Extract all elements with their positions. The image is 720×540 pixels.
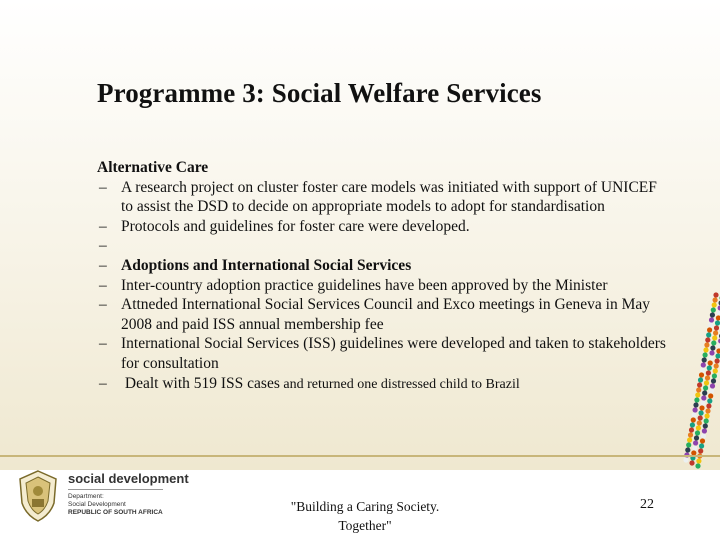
bead [708, 360, 713, 365]
bead [702, 357, 707, 362]
logo-line-department: Department: [68, 493, 104, 500]
bead [703, 385, 708, 390]
bead [708, 322, 713, 327]
bullet-item [97, 236, 672, 256]
bead [700, 400, 705, 405]
bead [695, 463, 700, 468]
bead [698, 448, 703, 453]
bead [710, 383, 715, 388]
bullet-text-tail: and returned one distressed child to Brazil [279, 376, 520, 392]
bead [704, 418, 709, 423]
bead [710, 345, 715, 350]
bead [708, 393, 713, 398]
bullet-item [97, 217, 672, 237]
bead [696, 458, 701, 463]
bullet-text: Inter-country adoption practice guidelines have been approved by the Minister [121, 276, 608, 294]
bullet-dash: – [99, 256, 107, 274]
bead [699, 372, 704, 377]
department-logo [8, 467, 208, 527]
bead [709, 388, 714, 393]
bead [716, 315, 720, 320]
bullet-item [97, 334, 672, 373]
bead [685, 447, 690, 452]
bead [713, 297, 718, 302]
bullet-dash: – [99, 178, 107, 196]
bead [699, 443, 704, 448]
bullet-text: Protocols and guidelines for foster care were developed. [121, 217, 470, 235]
page-number: 22 [640, 497, 654, 512]
bead [697, 382, 702, 387]
bullet-item [97, 256, 672, 276]
bead [703, 352, 708, 357]
bead [705, 337, 710, 342]
bead [713, 368, 718, 373]
bead [698, 377, 703, 382]
bead [700, 438, 705, 443]
bead [703, 423, 708, 428]
bead [695, 392, 700, 397]
bullet-item [97, 276, 672, 296]
bullet-list [97, 178, 672, 395]
bead [713, 330, 718, 335]
bead [704, 342, 709, 347]
bead [713, 292, 718, 297]
coat-of-arms-icon [16, 469, 60, 523]
bead [714, 363, 719, 368]
beadwork-decoration-icon [680, 290, 720, 470]
bullet-text: International Social Services (ISS) guidelines were developed and taken to stakeholders for consultation [121, 335, 666, 372]
bead [706, 403, 711, 408]
bullet-dash: – [99, 237, 107, 255]
bead [701, 362, 706, 367]
footer-slogan: "Building a Caring Society. Together" [290, 499, 440, 533]
bead [689, 427, 694, 432]
bead [714, 325, 719, 330]
bead [691, 417, 696, 422]
bead [712, 373, 717, 378]
bullet-item [97, 295, 672, 334]
bullet-dash: – [99, 374, 107, 392]
bead [709, 317, 714, 322]
bead [696, 425, 701, 430]
bead [706, 332, 711, 337]
bead [715, 353, 720, 358]
bead [683, 457, 688, 462]
bead [712, 335, 717, 340]
bead [702, 390, 707, 395]
bullet-item [97, 374, 672, 395]
bead [716, 348, 720, 353]
bead [710, 312, 715, 317]
bullet-dash: – [99, 335, 107, 353]
bead [707, 365, 712, 370]
logo-line-country: REPUBLIC OF SOUTH AFRICA [68, 509, 163, 516]
bullet-item [97, 178, 672, 217]
bead [693, 440, 698, 445]
logo-divider [68, 489, 163, 490]
bead [686, 442, 691, 447]
bead [705, 408, 710, 413]
bullet-dash: – [99, 217, 107, 235]
bead [705, 375, 710, 380]
bead [700, 367, 705, 372]
bullet-dash: – [99, 296, 107, 314]
bead [711, 340, 716, 345]
logo-subtitle [68, 493, 163, 517]
bead [698, 415, 703, 420]
bead [701, 395, 706, 400]
bead [712, 302, 717, 307]
bead [715, 358, 720, 363]
bullet-text: Attneded International Social Services Council and Exco meetings in Geneva in May 2008 and paid ISS annual membership fee [121, 296, 651, 333]
bullet-text: A research project on cluster foster care models was initiated with support of UNICEF to assist the DSD to decide on appropriate models to adopt for standardisation [121, 178, 657, 216]
bead [689, 460, 694, 465]
bead [697, 420, 702, 425]
bead [711, 307, 716, 312]
bead [701, 433, 706, 438]
slide-title: Programme 3: Social Welfare Services [97, 78, 542, 108]
bead [692, 412, 697, 417]
bead [707, 327, 712, 332]
logo-title: social development [68, 471, 189, 486]
bead [693, 407, 698, 412]
bead [709, 355, 714, 360]
bead [715, 320, 720, 325]
bead [688, 432, 693, 437]
bead [699, 405, 704, 410]
bead [702, 428, 707, 433]
bead [696, 387, 701, 392]
bead [709, 350, 714, 355]
bead [693, 402, 698, 407]
bead [706, 370, 711, 375]
bead [695, 430, 700, 435]
bullet-dash: – [99, 276, 107, 294]
bead [705, 413, 710, 418]
bead [694, 397, 699, 402]
bead [692, 445, 697, 450]
slide-content [97, 158, 672, 394]
bead [690, 422, 695, 427]
bead [699, 410, 704, 415]
bead [703, 347, 708, 352]
footer-divider [0, 455, 720, 457]
bead [711, 378, 716, 383]
bead [707, 398, 712, 403]
section-heading: Alternative Care [97, 159, 209, 176]
logo-line-name: Social Development [68, 501, 126, 508]
bullet-text: Adoptions and International Social Services [121, 256, 412, 274]
bead [704, 380, 709, 385]
bullet-text: Dealt with 519 ISS cases [121, 374, 280, 392]
bead [694, 435, 699, 440]
bead [687, 437, 692, 442]
